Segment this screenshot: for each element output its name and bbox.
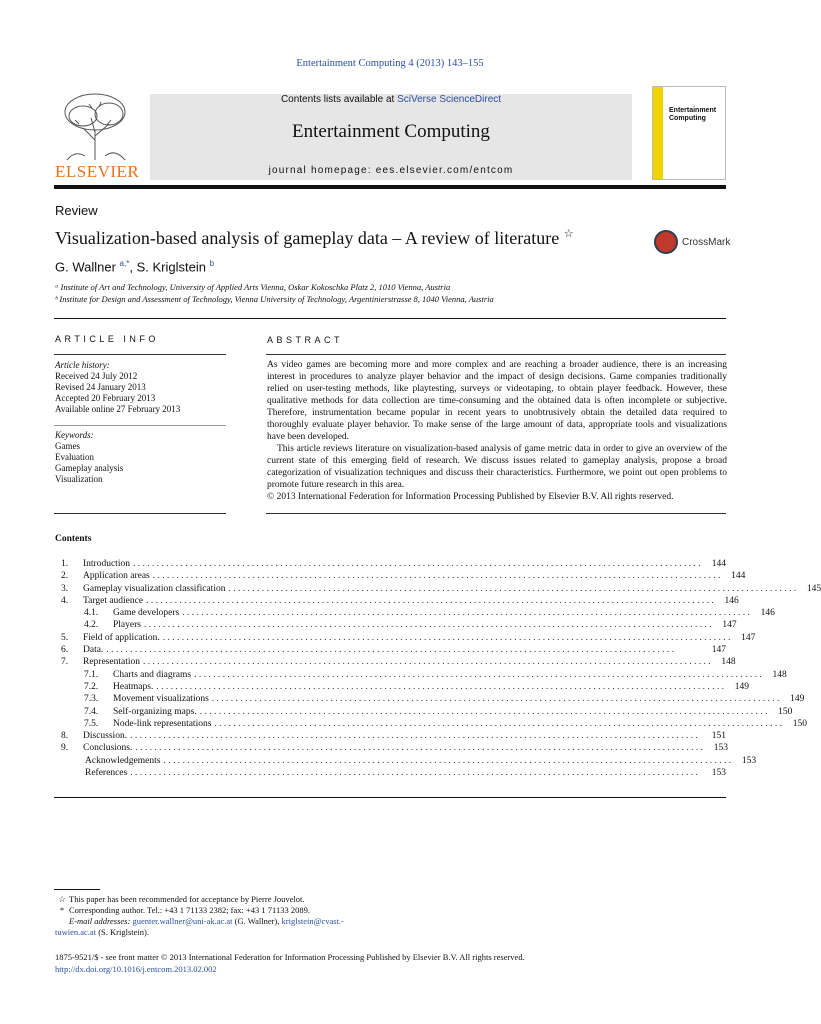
affiliation-a: ᵃ Institute of Art and Technology, University of Applied Arts Vienna, Oskar Kokoschka Platz 2, 1010 Vienna, Austria — [55, 282, 451, 292]
toc-entry[interactable] — [55, 681, 749, 693]
toc-leader-dots: . . . . . . . . . . . . . . . . . . . . . . . . . . . . . . . . . . . . . . . . . . . . . . . . . . . . . . . . . . . . . . . . . . . . . . . . . . . . . . . . . . . . . . . . . . . . . . . . . . . . . . . . . . . . . . . . . . . . . . . . — [152, 571, 721, 582]
toc-leader-dots: . . . . . . . . . . . . . . . . . . . . . . . . . . . . . . . . . . . . . . . . . . . . . . . . . . . . . . . . . . . . . . . . . . . . . . . . . . . . . . . . . . . . . . . . . . . . . . . . . . . . . . . . . . . . . . . . . . . . . . . . — [194, 669, 762, 680]
toc-page-number: 144 — [711, 559, 726, 569]
toc-title: Self-organizing maps. — [113, 706, 197, 717]
history-item: Received 24 July 2012 — [55, 371, 138, 381]
toc-number: 7.5. — [84, 718, 99, 729]
toc-entry[interactable] — [55, 656, 736, 668]
toc-leader-dots: . . . . . . . . . . . . . . . . . . . . . . . . . . . . . . . . . . . . . . . . . . . . . . . . . . . . . . . . . . . . . . . . . . . . . . . . . . . . . . . . . . . . . . . . . . . . . . . . . . . . . . . . . . . . . . . . . . . . . . . . — [146, 595, 714, 606]
toc-page-number: 149 — [790, 694, 805, 705]
toc-entry[interactable] — [55, 607, 775, 619]
toc-title: Conclusions. — [83, 743, 133, 754]
abstract-paragraph: This article reviews literature on visualization-based analysis of game metric data in order to give an overview of the current state of this emerging field of research. We discuss issues related to gameplay analysis, propose a broad categorization of visualization techniques and discuss their characteristics. Furthermore, we point out open problems to promote future research in this area. — [267, 444, 727, 490]
toc-leader-dots: . . . . . . . . . . . . . . . . . . . . . . . . . . . . . . . . . . . . . . . . . . . . . . . . . . . . . . . . . . . . . . . . . . . . . . . . . . . . . . . . . . . . . . . . . . . . . . . . . . . . . . . . . . . . . . . . . . . . . . . . — [130, 731, 698, 742]
author-name: G. Wallner — [55, 259, 116, 275]
footnote-mark: * — [59, 905, 65, 915]
author-separator: , — [129, 259, 137, 275]
toc-leader-dots: . . . . . . . . . . . . . . . . . . . . . . . . . . . . . . . . . . . . . . . . . . . . . . . . . . . . . . . . . . . . . . . . . . . . . . . . . . . . . . . . . . . . . . . . . . . . . . . . . . . . . . . . . . . . . . . . . . . . . . . . — [130, 768, 698, 779]
email-link-kriglstein[interactable]: kriglstein@cvast.- — [281, 916, 344, 926]
toc-page-number: 147 — [722, 620, 737, 631]
footnote-corresponding — [55, 905, 415, 916]
article-title-text: Visualization-based analysis of gameplay data – A review of literature — [55, 228, 560, 248]
toc-leader-dots: . . . . . . . . . . . . . . . . . . . . . . . . . . . . . . . . . . . . . . . . . . . . . . . . . . . . . . . . . . . . . . . . . . . . . . . . . . . . . . . . . . . . . . . . . . . . . . . . . . . . . . . . . . . . . . . . . . . . . . . . — [228, 583, 797, 594]
toc-title: Game developers — [113, 608, 180, 619]
toc-title: Data. — [83, 645, 104, 656]
toc-title: Target audience — [83, 595, 144, 606]
article-title — [55, 227, 574, 249]
info-divider — [54, 513, 226, 514]
article-type: Review — [55, 203, 98, 218]
toc-page-number: 144 — [731, 571, 746, 582]
abstract-heading: ABSTRACT — [267, 335, 344, 345]
toc-title: Heatmaps. — [113, 681, 154, 692]
toc-page-number: 153 — [741, 755, 757, 766]
abstract-divider — [266, 513, 726, 514]
toc-leader-dots: . . . . . . . . . . . . . . . . . . . . . . . . . . . . . . . . . . . . . . . . . . . . . . . . . . . . . . . . . . . . . . . . . . . . . . . . . . . . . . . . . . . . . . . . . . . . . . . . . . . . . . . . . . . . . . . . . . . . . . . . — [156, 681, 724, 692]
toc-number: 8. — [61, 731, 69, 742]
toc-entry[interactable] — [55, 755, 757, 767]
toc-title: Node-link representations — [113, 718, 212, 729]
toc-page-number: 150 — [778, 706, 793, 717]
table-of-contents — [55, 558, 821, 779]
toc-number: 7.1. — [84, 669, 99, 680]
toc-title: Charts and diagrams — [113, 669, 192, 680]
toc-number: 1. — [61, 559, 69, 569]
toc-title: References — [85, 768, 128, 779]
toc-entry[interactable] — [55, 558, 726, 570]
abstract-body — [267, 359, 727, 503]
toc-title: Movement visualizations — [113, 694, 209, 705]
publication-meta — [55, 951, 525, 975]
toc-page-number: 150 — [792, 718, 808, 729]
tree-icon — [55, 90, 135, 162]
toc-number: 7.3. — [84, 694, 99, 705]
toc-page-number: 149 — [734, 681, 749, 692]
doi-link[interactable]: http://dx.doi.org/10.1016/j.entcom.2013.02.002 — [55, 964, 217, 974]
toc-number — [55, 767, 85, 779]
toc-number — [55, 755, 85, 767]
toc-number: 6. — [61, 645, 69, 656]
toc-page-number: 153 — [713, 743, 728, 754]
toc-page-number: 145 — [806, 583, 821, 594]
toc-entry[interactable] — [55, 718, 808, 730]
toc-entry[interactable] — [55, 730, 726, 742]
toc-number: 7.4. — [84, 706, 99, 717]
toc-page-number: 147 — [741, 632, 756, 643]
head-divider — [54, 318, 726, 319]
article-history — [55, 360, 180, 415]
toc-number: 4.2. — [84, 620, 99, 631]
author-affiliation-mark[interactable]: a,* — [119, 259, 130, 268]
toc-number: 3. — [61, 583, 69, 594]
toc-page-number: 147 — [711, 645, 726, 656]
toc-entry[interactable] — [55, 595, 739, 607]
toc-leader-dots: . . . . . . . . . . . . . . . . . . . . . . . . . . . . . . . . . . . . . . . . . . . . . . . . . . . . . . . . . . . . . . . . . . . . . . . . . . . . . . . . . . . . . . . . . . . . . . . . . . . . . . . . . . . . . . . . . . . . . . . . — [182, 608, 750, 619]
elsevier-logo — [55, 90, 140, 182]
toc-title: Gameplay visualization classification — [83, 583, 226, 594]
header-divider — [54, 185, 726, 189]
keyword: Gameplay analysis — [55, 463, 124, 473]
copyright-notice: © 2013 International Federation for Information Processing Published by Elsevier B.V. All rights reserved. — [267, 492, 674, 502]
toc-page-number: 151 — [711, 731, 726, 742]
info-divider — [54, 354, 226, 355]
author-name: S. Kriglstein — [136, 259, 206, 275]
history-item: Revised 24 January 2013 — [55, 382, 146, 392]
contents-heading: Contents — [55, 534, 92, 544]
keyword: Visualization — [55, 474, 103, 484]
abstract-paragraph: As video games are becoming more and more complex and are reaching a broader audience, there is an increasing interest in procedures to analyze player behavior and the impact of design decisions. Game companies traditionally relied on user-testing methods, like playtesting, surveys or videotaping, to obtain player feedback. However, these qualitative methods for data collection are time-consuming and the obtained data is often incomplete or subjective. Therefore, instrumentation became popular in recent years to unobtrusively obtain the detailed data required to thoroughly evaluate player behavior. To make sense of the large amount of data, appropriate tools and visualizations have been developed. — [267, 360, 727, 442]
toc-entry[interactable] — [55, 742, 726, 754]
crossmark-label: CrossMark — [682, 237, 731, 248]
footnotes — [55, 894, 415, 938]
toc-page-number: 153 — [711, 768, 726, 779]
toc-leader-dots: . . . . . . . . . . . . . . . . . . . . . . . . . . . . . . . . . . . . . . . . . . . . . . . . . . . . . . . . . . . . . . . . . . . . . . . . . . . . . . . . . . . . . . . . . . . . . . . . . . . . . . . . . . . . . . . . . . . . . . . . — [142, 657, 711, 668]
toc-page-number: 146 — [724, 595, 739, 606]
toc-entry[interactable] — [55, 644, 726, 656]
history-label: Article history: — [55, 360, 110, 370]
journal-cover-thumbnail — [652, 86, 726, 180]
author-list — [55, 259, 214, 274]
toc-leader-dots: . . . . . . . . . . . . . . . . . . . . . . . . . . . . . . . . . . . . . . . . . . . . . . . . . . . . . . . . . . . . . . . . . . . . . . . . . . . . . . . . . . . . . . . . . . . . . . . . . . . . . . . . . . . . . . . . . . . . . . . . — [199, 706, 768, 717]
toc-number: 4. — [61, 595, 69, 606]
toc-title: Discussion. — [83, 731, 128, 742]
toc-leader-dots: . . . . . . . . . . . . . . . . . . . . . . . . . . . . . . . . . . . . . . . . . . . . . . . . . . . . . . . . . . . . . . . . . . . . . . . . . . . . . . . . . . . . . . . . . . . . . . . . . . . . . . . . . . . . . . . . . . . . . . . . — [163, 755, 732, 766]
toc-entry[interactable] — [55, 767, 726, 779]
footnote-recommendation — [55, 894, 415, 905]
toc-leader-dots: . . . . . . . . . . . . . . . . . . . . . . . . . . . . . . . . . . . . . . . . . . . . . . . . . . . . . . . . . . . . . . . . . . . . . . . . . . . . . . . . . . . . . . . . . . . . . . . . . . . . . . . . . . . . . . . . . . . . . . . . — [106, 645, 674, 656]
author-affiliation-mark[interactable]: b — [209, 259, 215, 268]
toc-entry[interactable] — [55, 570, 746, 582]
footnote-mark: ☆ — [58, 894, 66, 904]
toc-page-number: 148 — [772, 669, 787, 680]
toc-leader-dots: . . . . . . . . . . . . . . . . . . . . . . . . . . . . . . . . . . . . . . . . . . . . . . . . . . . . . . . . . . . . . . . . . . . . . . . . . . . . . . . . . . . . . . . . . . . . . . . . . . . . . . . . . . . . . . . . . . . . . . . . — [135, 743, 703, 754]
cover-title: Entertainment Computing — [669, 107, 717, 122]
crossmark-icon — [654, 230, 678, 254]
toc-entry[interactable] — [55, 583, 821, 595]
toc-entry[interactable] — [55, 619, 737, 631]
toc-leader-dots: . . . . . . . . . . . . . . . . . . . . . . . . . . . . . . . . . . . . . . . . . . . . . . . . . . . . . . . . . . . . . . . . . . . . . . . . . . . . . . . . . . . . . . . . . . . . . . . . . . . . . . . . . . . . . . . . . . . . . . . . — [211, 694, 780, 705]
footnote-emails-cont — [55, 927, 415, 938]
history-item: Available online 27 February 2013 — [55, 404, 181, 414]
toc-number: 7.2. — [84, 681, 99, 692]
journal-title: Entertainment Computing — [292, 121, 490, 142]
keywords — [55, 430, 123, 485]
keyword: Games — [55, 441, 80, 451]
footnote-text: This paper has been recommended for acceptance by Pierre Jouvelot. — [69, 894, 305, 904]
history-item: Accepted 20 February 2013 — [55, 393, 156, 403]
toc-entry[interactable] — [55, 632, 756, 644]
toc-title: Players — [113, 620, 141, 631]
toc-page-number: 148 — [721, 657, 736, 668]
toc-leader-dots: . . . . . . . . . . . . . . . . . . . . . . . . . . . . . . . . . . . . . . . . . . . . . . . . . . . . . . . . . . . . . . . . . . . . . . . . . . . . . . . . . . . . . . . . . . . . . . . . . . . . . . . . . . . . . . . . . . . . . . . . — [132, 559, 701, 569]
toc-leader-dots: . . . . . . . . . . . . . . . . . . . . . . . . . . . . . . . . . . . . . . . . . . . . . . . . . . . . . . . . . . . . . . . . . . . . . . . . . . . . . . . . . . . . . . . . . . . . . . . . . . . . . . . . . . . . . . . . . . . . . . . . — [214, 718, 783, 729]
keyword: Evaluation — [55, 452, 94, 462]
email-owner: (G. Wallner), — [234, 916, 280, 926]
issn-line: 1875-9521/$ - see front matter © 2013 International Federation for Information Processing Published by Elsevier B.V. All rights reserved. — [55, 952, 525, 962]
article-info-heading: ARTICLE INFO — [55, 334, 159, 344]
contents-availability — [150, 94, 632, 105]
toc-title: Acknowledgements — [85, 755, 161, 766]
footnote-text: Corresponding author. Tel.: +43 1 71133 2382; fax: +43 1 71133 2089. — [69, 905, 310, 915]
keywords-label: Keywords: — [55, 430, 94, 440]
toc-title: Introduction — [83, 559, 130, 569]
email-link-wallner[interactable]: guenter.wallner@uni-ak.ac.at — [132, 916, 233, 926]
footnote-divider — [54, 889, 100, 890]
toc-page-number: 146 — [760, 608, 775, 619]
toc-number: 7. — [61, 657, 69, 668]
toc-number: 9. — [61, 743, 69, 754]
affiliation-b: ᵇ Institute for Design and Assessment of Technology, Vienna University of Technology, Argentinierstrasse 8, 1040 Vienna, Austria — [55, 294, 494, 304]
toc-number: 4.1. — [84, 608, 99, 619]
title-footnote-mark[interactable]: ☆ — [563, 228, 574, 240]
toc-leader-dots: . . . . . . . . . . . . . . . . . . . . . . . . . . . . . . . . . . . . . . . . . . . . . . . . . . . . . . . . . . . . . . . . . . . . . . . . . . . . . . . . . . . . . . . . . . . . . . . . . . . . . . . . . . . . . . . . . . . . . . . . — [162, 632, 731, 643]
publisher-logo-word: ELSEVIER — [55, 162, 140, 181]
contents-prefix: Contents lists available at — [280, 94, 398, 105]
toc-leader-dots: . . . . . . . . . . . . . . . . . . . . . . . . . . . . . . . . . . . . . . . . . . . . . . . . . . . . . . . . . . . . . . . . . . . . . . . . . . . . . . . . . . . . . . . . . . . . . . . . . . . . . . . . . . . . . . . . . . . . . . . . — [143, 620, 712, 631]
toc-entry[interactable] — [55, 693, 805, 705]
journal-reference[interactable]: Entertainment Computing 4 (2013) 143–155 — [296, 58, 484, 69]
toc-entry[interactable] — [55, 706, 793, 718]
sciencedirect-link[interactable]: SciVerse ScienceDirect — [397, 94, 502, 105]
toc-title: Application areas — [83, 571, 150, 582]
email-label: E-mail addresses: — [69, 916, 131, 926]
crossmark-badge[interactable] — [654, 230, 734, 258]
email-owner: (S. Kriglstein). — [98, 927, 149, 937]
email-link-kriglstein-cont[interactable]: tuwien.ac.at — [55, 927, 97, 937]
contents-divider — [54, 797, 726, 798]
info-divider — [54, 425, 226, 426]
journal-homepage[interactable]: journal homepage: ees.elsevier.com/entcom — [268, 165, 514, 176]
toc-entry[interactable] — [55, 669, 787, 681]
abstract-divider — [266, 354, 726, 355]
toc-title: Representation — [83, 657, 140, 668]
footnote-emails — [55, 916, 415, 927]
toc-title: Field of application. — [83, 632, 160, 643]
cover-band — [653, 87, 663, 179]
toc-number: 5. — [61, 632, 69, 643]
toc-number: 2. — [61, 571, 69, 582]
